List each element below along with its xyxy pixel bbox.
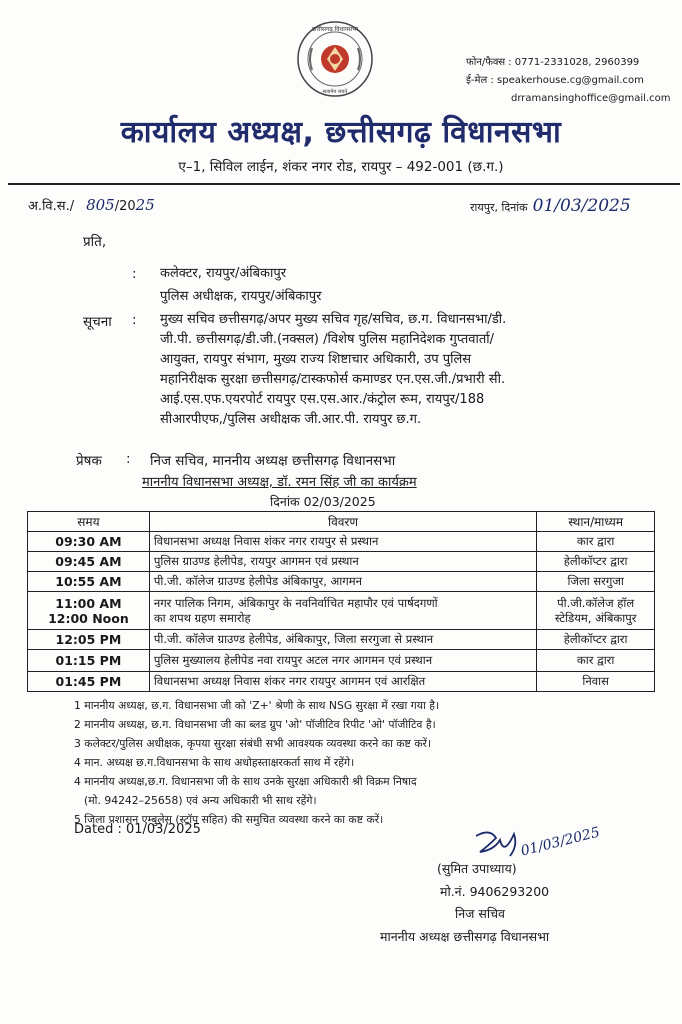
row-desc: पी.जी. कॉलेज ग्राउण्ड हेलीपेड, अंबिकापुर, जिला सरगुजा से प्रस्थान — [149, 630, 536, 650]
email-primary: ई-मेल : speakerhouse.cg@gmail.com — [466, 75, 644, 86]
sender-colon: : — [126, 451, 131, 467]
note-item: 3 कलेक्टर/पुलिस अधीक्षक, कृपया सुरक्षा संबंधी सभी आवश्यक व्यवस्था करने का कष्ट करें। — [74, 737, 432, 750]
row-desc: विधानसभा अध्यक्ष निवास शंकर नगर रायपुर आगमन एवं आरक्षित — [149, 672, 536, 692]
recipient-2: पुलिस अधीक्षक, रायपुर/अंबिकापुर — [160, 289, 322, 304]
sender-label: प्रेषक — [76, 453, 102, 469]
table-row — [28, 532, 655, 552]
sender-name: निज सचिव, माननीय अध्यक्ष छत्तीसगढ़ विधानसभा — [150, 453, 396, 469]
handwritten-ref-number: 805 — [86, 196, 115, 214]
table-row — [28, 650, 655, 672]
to-label: प्रति, — [83, 234, 107, 250]
header-place-mode: स्थान/माध्यम — [537, 512, 655, 532]
letter-date: रायपुर, दिनांक 01/03/2025 — [470, 196, 631, 216]
assembly-seal-logo — [296, 20, 374, 98]
row-mode: हेलीकॉप्टर द्वारा — [537, 552, 655, 572]
table-row — [28, 672, 655, 692]
header-details: विवरण — [149, 512, 536, 532]
contact-block — [466, 54, 671, 108]
signatory-office: माननीय अध्यक्ष छत्तीसगढ़ विधानसभा — [380, 929, 550, 944]
email-secondary: drramansinghoffice@gmail.com — [511, 93, 671, 104]
office-address: ए–1, सिविल लाईन, शंकर नगर रोड, रायपुर – 492-001 (छ.ग.) — [178, 159, 504, 175]
table-header-row — [28, 512, 655, 532]
program-title: माननीय विधानसभा अध्यक्ष, डॉ. रमन सिंह जी का कार्यक्रम — [142, 475, 417, 490]
info-recipients: मुख्य सचिव छत्तीसगढ़/अपर मुख्य सचिव गृह/सचिव, छ.ग. विधानसभा/डी. जी.पी. छत्तीसगढ़/डी.जी.(नक्सल) /विशेष पुलिस महानिदेशक गुप्तवार्ता/ आयुक्त, रायपुर संभाग, मुख्य राज्य शिष्टाचार अधिकारी, उप पुलिस महानिरीक्षक सुरक्षा छत्तीसगढ़/टास्कफोर्स कमाण्डर एन.एस.जी./प्रभारी सी. आई.एस.एफ.एयरपोर्ट रायपुर एस.एस.आर./कंट्रोल रूम, रायपुर/188 सीआरपीएफ,/पुलिस अधीक्षक जी.आर.पी. रायपुर छ.ग. — [160, 312, 507, 427]
row-desc: नगर पालिक निगम, अंबिकापुर के नवनिर्वाचित महापौर एवं पार्षदगणों का शपथ ग्रहण समारोह — [149, 592, 536, 630]
dated-line: Dated : 01/03/2025 — [74, 822, 201, 837]
info-label: सूचना — [83, 314, 112, 330]
reference-number: अ.वि.स./ 805/2025 — [28, 196, 155, 214]
row-time: 12:05 PM — [28, 630, 150, 650]
note-item: 1 माननीय अध्यक्ष, छ.ग. विधानसभा जी को 'Z+' श्रेणी के साथ NSG सुरक्षा में रखा गया है। — [74, 699, 440, 712]
row-time: 11:00 AM 12:00 Noon — [28, 592, 150, 630]
row-mode: कार द्वारा — [537, 650, 655, 672]
row-mode: हेलीकॉप्टर द्वारा — [537, 630, 655, 650]
row-mode: कार द्वारा — [537, 532, 655, 552]
info-colon: : — [132, 312, 137, 328]
svg-text:छत्तीसगढ़ विधानसभा: छत्तीसगढ़ विधानसभा — [312, 26, 358, 33]
row-mode: जिला सरगुजा — [537, 572, 655, 592]
phone-fax: फोन/फैक्स : 0771-2331028, 2960399 — [466, 57, 640, 68]
row-desc: पुलिस मुख्यालय हेलीपेड नवा रायपुर अटल नगर आगमन एवं प्रस्थान — [149, 650, 536, 672]
recipient-1: कलेक्टर, रायपुर/अंबिकापुर — [160, 266, 287, 281]
program-date: दिनांक 02/03/2025 — [270, 494, 376, 509]
row-desc: विधानसभा अध्यक्ष निवास शंकर नगर रायपुर से प्रस्थान — [149, 532, 536, 552]
row-time: 10:55 AM — [28, 572, 150, 592]
note-item: 4 मान. अध्यक्ष छ.ग.विधानसभा के साथ अधोहस्ताक्षरकर्ता साथ में रहेंगे। — [74, 756, 355, 769]
svg-text:सत्यमेव जयते: सत्यमेव जयते — [322, 89, 348, 95]
row-time: 01:45 PM — [28, 672, 150, 692]
table-row — [28, 552, 655, 572]
handwritten-date: 01/03/2025 — [532, 196, 631, 216]
signatory-name: (सुमित उपाध्याय) — [437, 861, 517, 876]
row-desc: पी.जी. कॉलेज ग्राउण्ड हेलीपेड अंबिकापुर, आगमन — [149, 572, 536, 592]
note-item: 5 जिला प्रशासन एम्बुलेस (स्टॉप सहित) की समुचित व्यवस्था करने का कष्ट करें। — [74, 813, 384, 826]
row-time: 01:15 PM — [28, 650, 150, 672]
table-row — [28, 630, 655, 650]
schedule-table — [27, 511, 655, 692]
row-time: 09:30 AM — [28, 532, 150, 552]
signatory-designation: निज सचिव — [455, 906, 505, 921]
row-mode: पी.जी.कॉलेज हॉल स्टेडियम, अंबिकापुर — [537, 592, 655, 630]
signature-date: 01/03/2025 — [519, 824, 602, 860]
to-colon: : — [132, 266, 137, 282]
row-desc: पुलिस ग्राउण्ड हेलीपेड, रायपुर आगमन एवं प्रस्थान — [149, 552, 536, 572]
note-item: (मो. 94242–25658) एवं अन्य अधिकारी भी साथ रहेंगे। — [84, 794, 317, 807]
notes-list — [74, 696, 439, 829]
header-divider — [8, 183, 680, 185]
note-item: 2 माननीय अध्यक्ष, छ.ग. विधानसभा जी का ब्लड ग्रुप 'ओ' पॉजीटिव रिपीट 'ओ' पॉजीटिव है। — [74, 718, 436, 731]
table-row — [28, 592, 655, 630]
signatory-mobile: मो.नं. 9406293200 — [440, 884, 550, 899]
row-time: 09:45 AM — [28, 552, 150, 572]
office-title: कार्यालय अध्यक्ष, छत्तीसगढ़ विधानसभा — [120, 115, 562, 150]
note-item: 4 माननीय अध्यक्ष,छ.ग. विधानसभा जी के साथ उनके सुरक्षा अधिकारी श्री विक्रम निषाद — [74, 775, 417, 788]
header-time: समय — [28, 512, 150, 532]
row-mode: निवास — [537, 672, 655, 692]
table-row — [28, 572, 655, 592]
